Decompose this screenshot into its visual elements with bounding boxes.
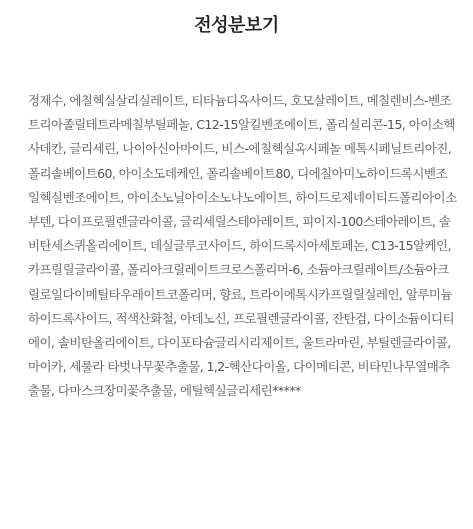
ingredients-list: 정제수, 에칠헥실살리실레이트, 티타늄디옥사이드, 호모살레이트, 메칠렌비스-벤조트리아졸릴테트라메칠부틸페놀, C12-15알킬벤조에이트, 폴리실리콘-15, 아이소헥사데칸, 글리세린, 나이아신아마이드, 비스-에칠헥실옥시페놀 메톡시페닐트리아진, 폴리솔베이트60, 아이소도데케인, 폴리솔베이트80, 디에칠아미노하이드록시벤조일헥실벤조에이트, 아이소노닐아이소노나노에이트, 하이드로제네이티드폴리아이소부텐, 다이프로필렌글라이콜, 글리세릴스테아레이트, 피이지-100스테아레이트, 솔비탄세스퀴올리에이트, 데실글루코사이드, 하이드록시아세토페논, C13-15알케인, 카프릴릴글라이콜, 폴리아크릴레이트크로스폴리머-6, 소듐아크릴레이트/소듐아크릴로일다이메틸타우레이트코폴리머, 향료, 트라이에톡시카프릴릴실레인, 알루미늄하이드록사이드, 적색산화철, 아데노신, 프로필렌글라이콜, 잔탄검, 다이소듐이디티에이, 솔비탄올리에이트, 다이포타슘글리시리제이트, 울트라마린, 부틸렌글라이콜, 마이카, 세룰라 타벗나무꽃추출물, 1,2-헥산다이올, 다이메티콘, 비타민나무열매추출물, 다마스크장미꽃추출물, 에틸헥실글리세린***** <box>28 93 457 399</box>
modal-title: 전성분보기 <box>194 15 279 36</box>
